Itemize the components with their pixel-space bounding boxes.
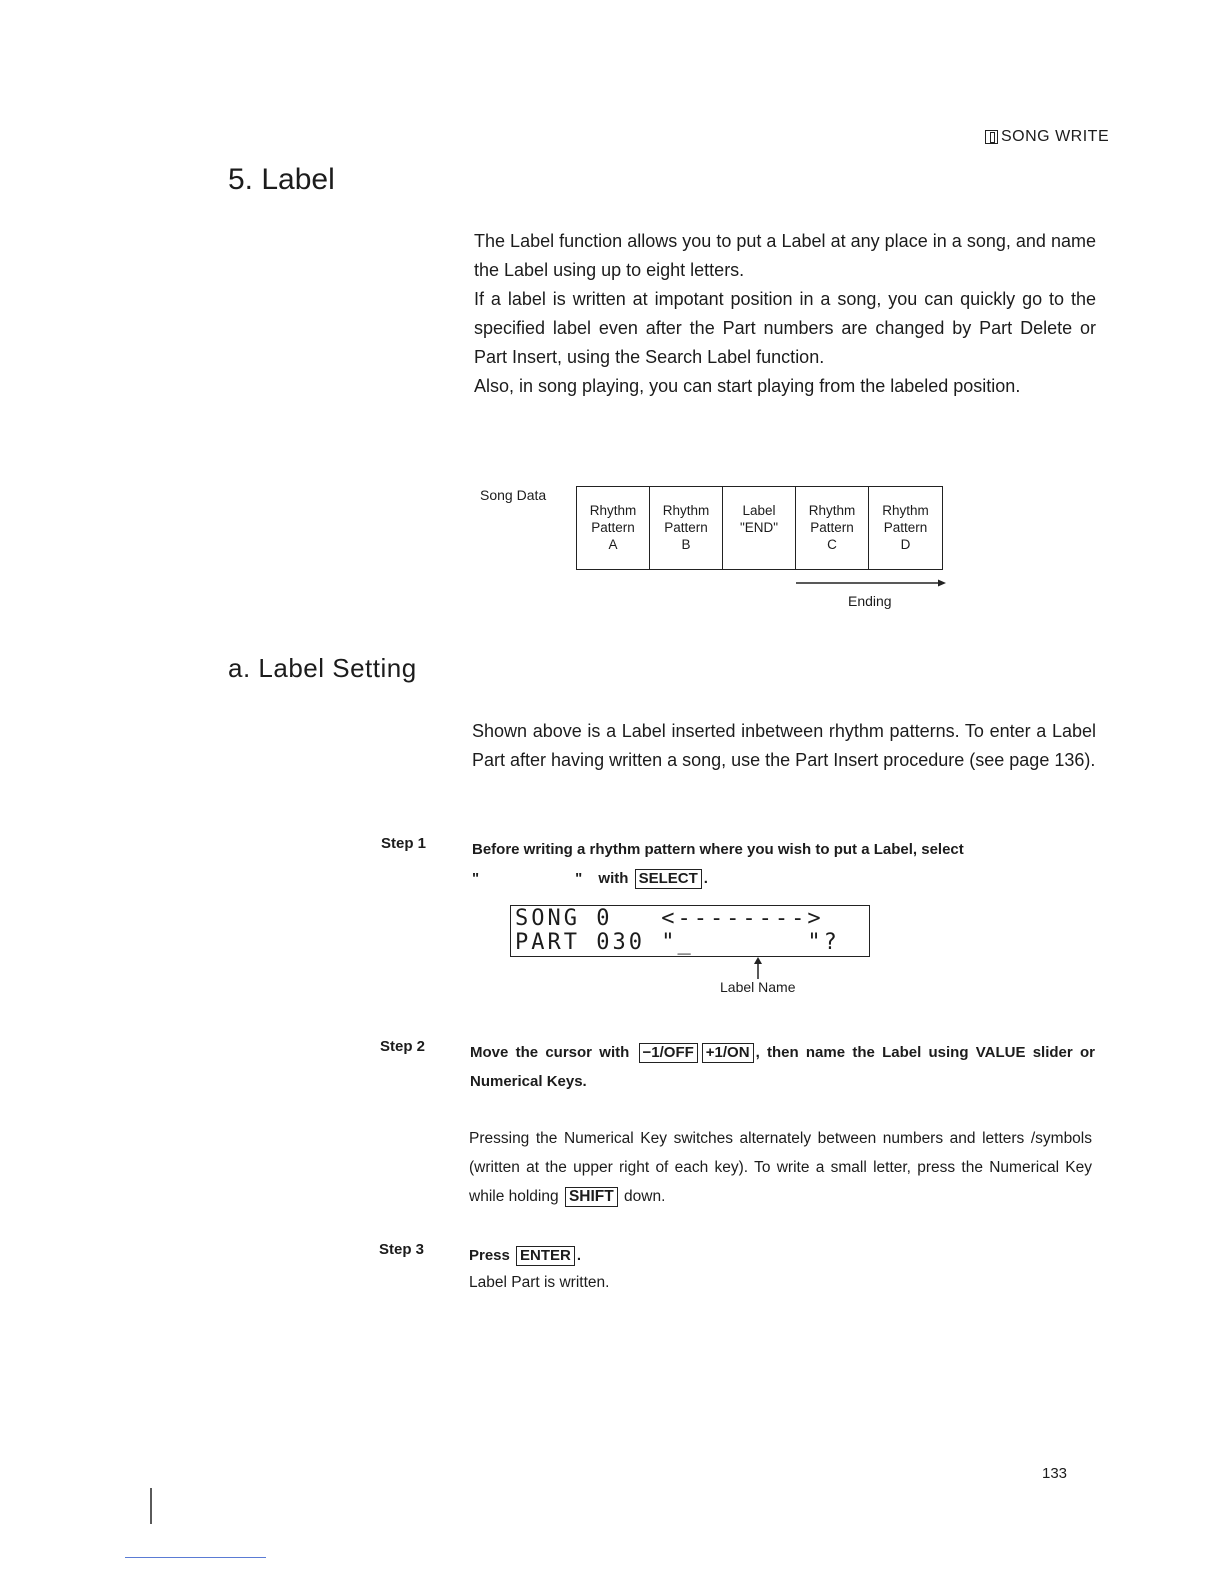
song-cell [869,487,942,569]
step-3-label: Step 3 [379,1241,425,1258]
song-cell-line: B [681,537,691,552]
song-cell-line: Pattern [810,520,854,535]
period: . [576,1247,582,1264]
section-header-text: SONG WRITE [1001,128,1110,145]
ending-label: Ending [848,593,892,609]
song-data-label: Song Data [480,487,547,503]
song-cell-line: "END" [739,520,779,535]
song-cell-line: C [827,537,837,552]
select-key: SELECT [635,869,702,889]
step-3-text [469,1241,581,1270]
page-title: 5. Label [228,163,335,196]
up-arrow-icon [752,957,764,979]
step-2-continuation: , then name the Label using VALUE slider or Numerical Keys. [470,1044,1095,1090]
plus-1-on-key: +1/ON [702,1043,754,1063]
ending-arrow-icon [796,578,946,588]
song-cell [796,487,869,569]
with-text: with [598,870,629,887]
song-cell-line: Pattern [883,520,928,535]
quote-close: " [575,870,583,887]
song-cell-line: Rhythm [808,503,856,518]
song-cell [723,487,796,569]
lcd-line-1: SONG 0 <--------> [515,906,824,931]
shift-key: SHIFT [565,1187,618,1207]
shown-text: Shown above is a Label inserted inbetween rhythm patterns. To enter a Label Part after having written a song, use the Part Insert procedure (see page 136). [472,721,1096,770]
song-cell-line: A [608,537,618,552]
step-2-text [470,1038,1095,1096]
bottom-rule [125,1557,266,1558]
section-title: a. Label Setting [228,653,417,683]
step-2-note-end: down. [624,1188,666,1205]
lcd-display [510,905,870,957]
intro-paragraph: If a label is written at impotant position in a song, you can quickly go to the specified label even after the Part numbers are changed by Part Delete or Part Insert, using the Search Label function. [474,289,1096,367]
section-book-icon [985,130,998,144]
song-cell [650,487,723,569]
song-cell-line: Label [742,503,776,518]
song-data-table [576,486,943,570]
song-cell [577,487,650,569]
step-2-instruction: Move the cursor with [470,1044,630,1061]
song-cell-line: D [900,537,911,552]
step-1-text [472,835,1095,864]
step-2-note [469,1124,1092,1211]
song-cell-line: Rhythm [589,503,637,518]
step-1-line2 [472,864,708,893]
step-2-note-text: Pressing the Numerical Key switches alternately between numbers and letters /symbols (written at the upper right of each key). To write a small letter, press the Numerical Key while holding [469,1130,1092,1205]
press-text: Press [469,1247,510,1264]
intro-paragraph: The Label function allows you to put a Label at any place in a song, and name the Label using up to eight letters. [474,231,1096,280]
step-1-instruction: Before writing a rhythm pattern where you wish to put a Label, select [472,841,964,858]
song-cell-line: Rhythm [882,503,929,518]
page-number: 133 [1042,1465,1068,1482]
song-cell-line: Rhythm [662,503,710,518]
step-3-result: Label Part is written. [469,1274,610,1291]
enter-key: ENTER [516,1246,575,1266]
intro-text [474,227,1096,401]
lcd-line-2: PART 030 "_ "? [515,930,840,955]
song-cell-line: Pattern [591,520,635,535]
song-cell-line: Pattern [664,520,708,535]
quote-open: " [472,870,480,887]
margin-mark-icon [150,1488,152,1524]
period: . [703,870,708,887]
step-2-label: Step 2 [380,1038,426,1055]
section-header [985,128,1109,146]
intro-paragraph: Also, in song playing, you can start playing from the labeled position. [474,376,1021,396]
step-1-label: Step 1 [381,835,427,852]
minus-1-off-key: −1/OFF [639,1043,698,1063]
label-name-caption: Label Name [720,979,796,995]
